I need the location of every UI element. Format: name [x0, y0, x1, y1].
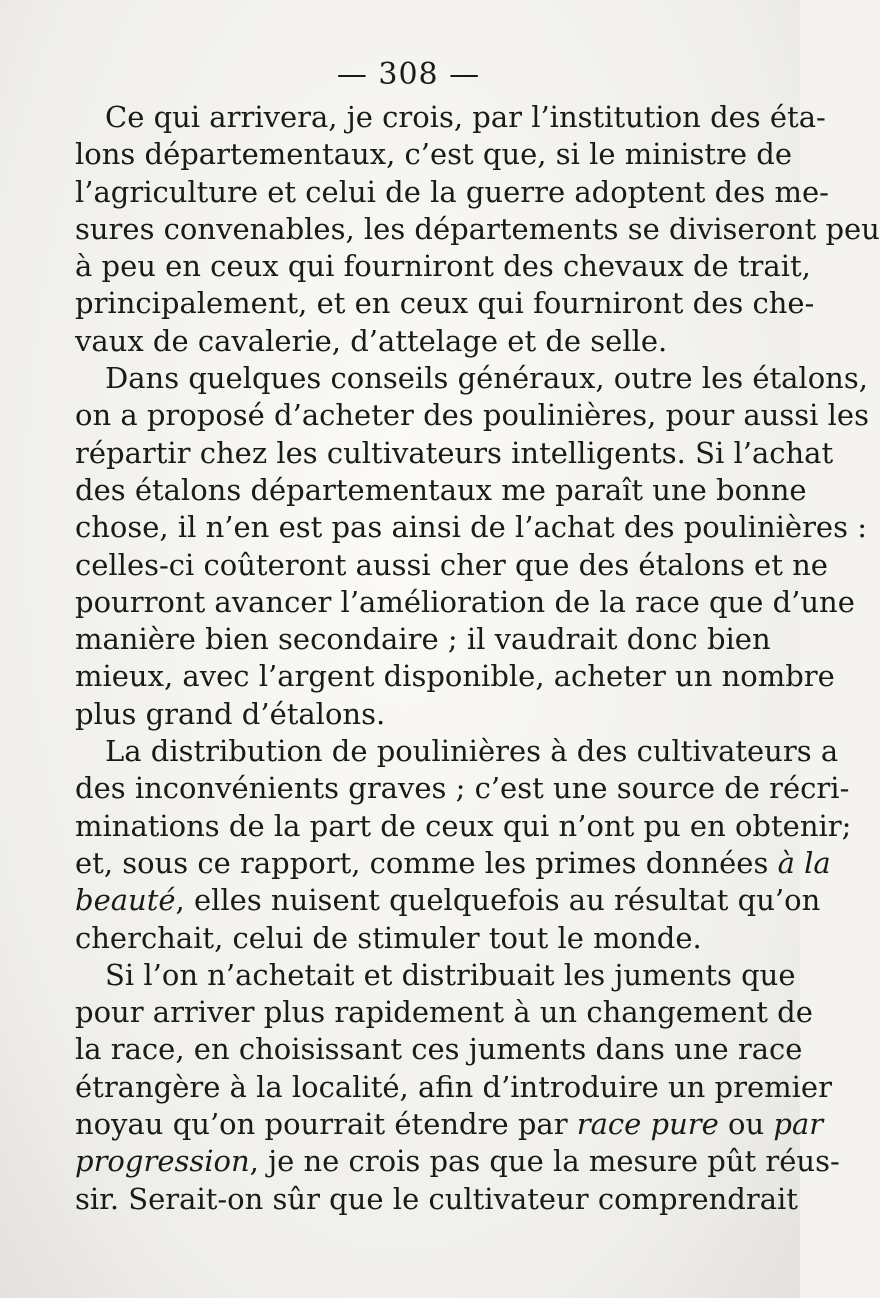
text-line	[75, 882, 821, 919]
text-line: lons départementaux, c’est que, si le ministre de	[75, 137, 792, 172]
text-line: vaux de cavalerie, d’attelage et de selle.	[75, 323, 668, 358]
text-line: manière bien secondaire ; il vaudrait donc bien	[75, 622, 771, 657]
text-line: chose, il n’en est pas ainsi de l’achat des poulinières :	[75, 510, 867, 545]
text-line: on a proposé d’acheter des poulinières, pour aussi les	[75, 398, 869, 433]
text-line: minations de la part de ceux qui n’ont pu en obtenir;	[75, 808, 852, 843]
text-run: , elles nuisent quelquefois au résultat qu’on	[175, 883, 821, 918]
page-number: — 308 —	[336, 57, 481, 92]
italic-text: à la	[777, 845, 831, 880]
text-line: des inconvénients graves ; c’est une source de récri-	[75, 771, 850, 806]
text-line: à peu en ceux qui fourniront des chevaux de trait,	[75, 249, 811, 284]
text-line	[75, 1106, 824, 1143]
text-line: Si l’on n’achetait et distribuait les juments que	[105, 957, 796, 992]
text-line	[75, 845, 831, 882]
italic-text: par	[773, 1107, 824, 1142]
text-line: sir. Serait-on sûr que le cultivateur comprendrait	[75, 1181, 798, 1216]
text-line: Ce qui arrivera, je crois, par l’institution des éta-	[105, 100, 826, 134]
text-run: noyau qu’on pourrait étendre par	[75, 1107, 568, 1142]
text-line: l’agriculture et celui de la guerre adoptent des me-	[75, 174, 829, 209]
text-line: Dans quelques conseils généraux, outre les étalons,	[105, 361, 868, 396]
italic-text: beauté	[75, 883, 176, 918]
text-line	[75, 1143, 840, 1180]
paragraph-1	[75, 99, 880, 360]
italic-text: race pure	[576, 1107, 719, 1142]
text-line: mieux, avec l’argent disponible, acheter un nombre	[75, 659, 835, 694]
text-line: la race, en choisissant ces juments dans une race	[75, 1032, 803, 1067]
text-line: sures convenables, les départements se diviseront peu	[75, 211, 880, 246]
italic-text: progression	[75, 1144, 250, 1179]
text-line: étrangère à la localité, afin d’introduire un premier	[75, 1069, 832, 1104]
text-run: , je ne crois pas que la mesure pût réus-	[249, 1144, 840, 1179]
text-line: pourront avancer l’amélioration de la race que d’une	[75, 584, 855, 619]
text-line: celles-ci coûteront aussi cher que des étalons et ne	[75, 547, 828, 582]
text-line: plus grand d’étalons.	[75, 696, 386, 731]
text-line: cherchait, celui de stimuler tout le monde.	[75, 920, 702, 955]
text-line: La distribution de poulinières à des cultivateurs a	[105, 734, 839, 769]
text-line: des étalons départementaux me paraît une bonne	[75, 472, 807, 507]
paragraph-4	[75, 957, 840, 1218]
text-run: et, sous ce rapport, comme les primes données	[75, 845, 769, 880]
paragraph-3	[75, 733, 852, 957]
text-run: ou	[728, 1107, 765, 1142]
paragraph-2	[75, 360, 869, 733]
text-line: répartir chez les cultivateurs intelligents. Si l’achat	[75, 435, 834, 470]
text-line: principalement, et en ceux qui fourniront des che-	[75, 286, 815, 321]
text-line: pour arriver plus rapidement à un changement de	[75, 995, 813, 1030]
